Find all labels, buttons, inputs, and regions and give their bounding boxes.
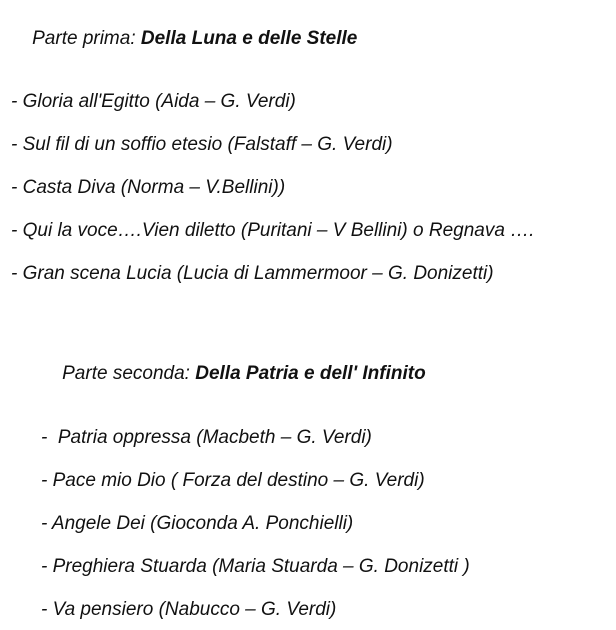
part2-item: - Pace mio Dio ( Forza del destino – G. Verdi) xyxy=(41,470,425,491)
part1-item: - Casta Diva (Norma – V.Bellini)) xyxy=(11,177,286,198)
part1-item: - Sul fil di un soffio etesio (Falstaff – G. Verdi) xyxy=(11,134,393,155)
part2-item: - Angele Dei (Gioconda A. Ponchielli) xyxy=(41,513,354,534)
part1-heading xyxy=(11,6,357,72)
part2-heading-title: Della Patria e dell' Infinito xyxy=(195,363,426,384)
part1-heading-prefix: Parte prima: xyxy=(32,28,141,49)
part2-item: - Preghiera Stuarda (Maria Stuarda – G. Donizetti ) xyxy=(41,556,470,577)
part2-heading xyxy=(41,341,426,407)
part1-item: - Gran scena Lucia (Lucia di Lammermoor – G. Donizetti) xyxy=(11,263,494,284)
part2-heading-prefix: Parte seconda: xyxy=(62,363,196,384)
part2-item: - Patria oppressa (Macbeth – G. Verdi) xyxy=(41,427,372,448)
part1-item: - Gloria all'Egitto (Aida – G. Verdi) xyxy=(11,91,296,112)
part1-heading-title: Della Luna e delle Stelle xyxy=(140,28,358,49)
part2-item: - Va pensiero (Nabucco – G. Verdi) xyxy=(41,599,337,620)
part1-item: - Qui la voce….Vien diletto (Puritani – V Bellini) o Regnava …. xyxy=(11,220,535,241)
